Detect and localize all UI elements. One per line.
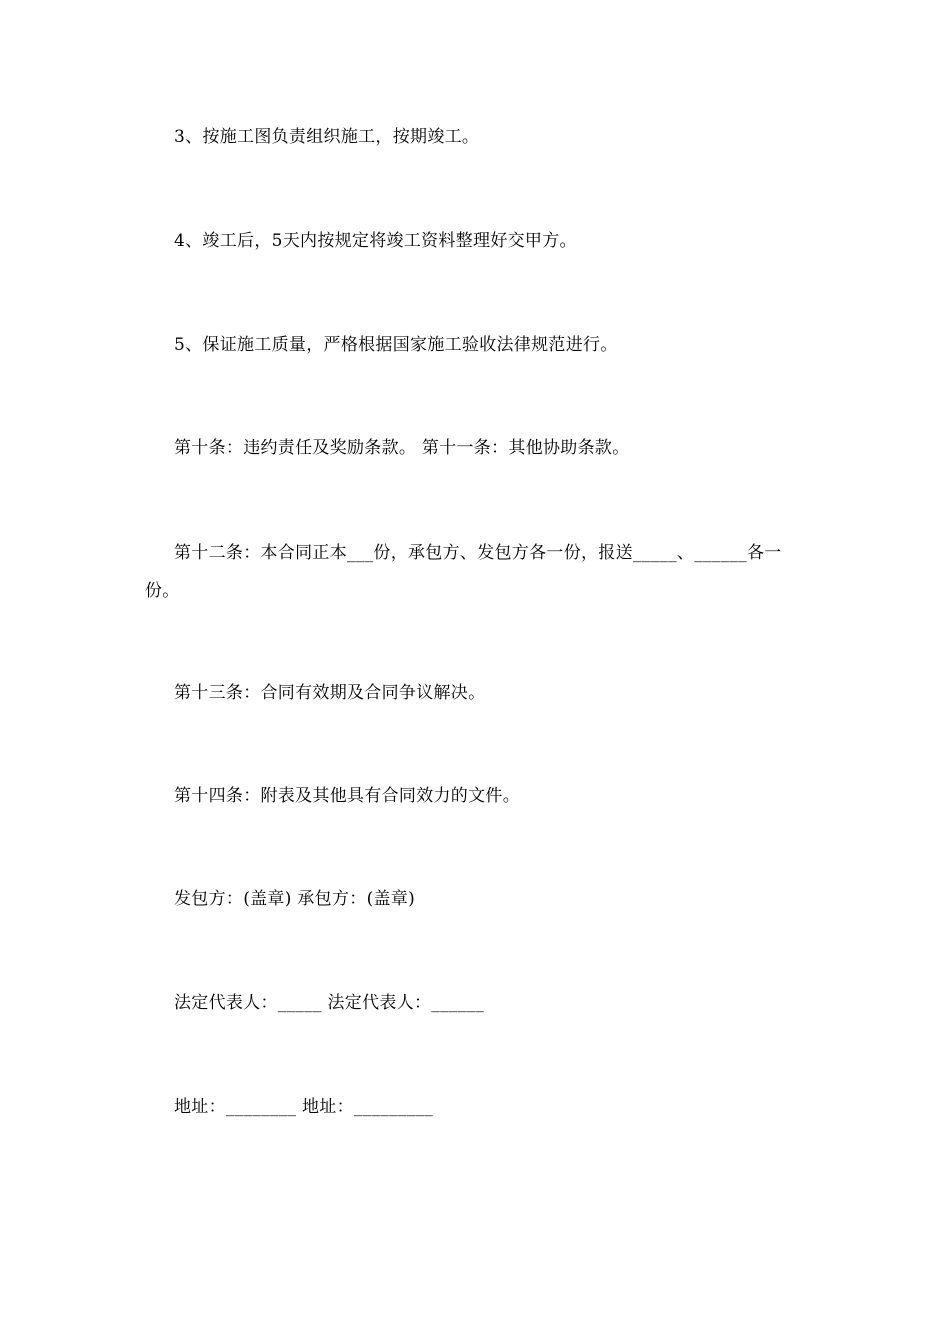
clause-item-5: 5、保证施工质量，严格根据国家施工验收法律规范进行。 — [174, 335, 618, 355]
signature-parties: 发包方：(盖章) 承包方：(盖章) — [174, 889, 416, 909]
clause-item-4: 4、竣工后，5天内按规定将竣工资料整理好交甲方。 — [174, 231, 577, 251]
addresses: 地址：________ 地址：_________ — [174, 1097, 434, 1117]
article-14: 第十四条：附表及其他具有合同效力的文件。 — [174, 786, 520, 806]
article-10-11: 第十条：违约责任及奖励条款。 第十一条：其他协助条款。 — [174, 438, 630, 458]
article-12: 第十二条：本合同正本___份，承包方、发包方各一份，报送_____、______各一份。 — [145, 543, 782, 601]
article-13: 第十三条：合同有效期及合同争议解决。 — [174, 683, 486, 703]
clause-item-3: 3、按施工图负责组织施工，按期竣工。 — [174, 127, 480, 147]
legal-representatives: 法定代表人：_____ 法定代表人：______ — [174, 993, 485, 1013]
